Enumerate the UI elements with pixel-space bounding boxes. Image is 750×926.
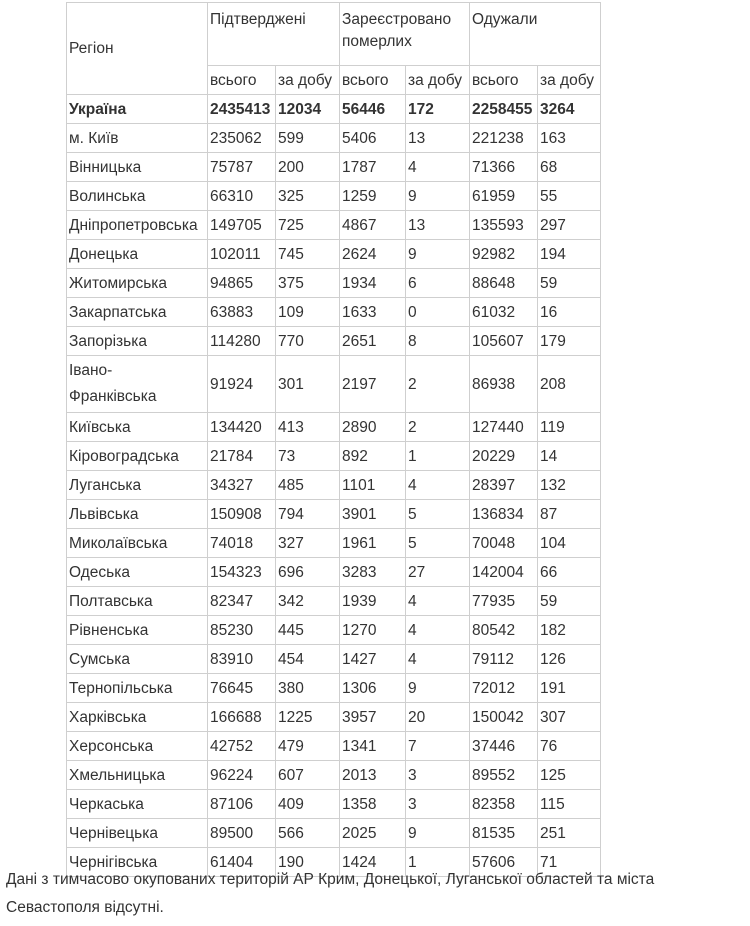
confirmed-day-cell: 599 <box>276 124 340 153</box>
confirmed-day-cell: 1225 <box>276 703 340 732</box>
deaths-day-cell: 1 <box>406 442 470 471</box>
region-cell: Кіровоградська <box>67 442 208 471</box>
table-row <box>67 500 601 529</box>
recovered-total-cell: 57606 <box>470 848 538 877</box>
deaths-day-cell: 13 <box>406 124 470 153</box>
confirmed-total-cell: 235062 <box>208 124 276 153</box>
header-deaths-per-day: за добу <box>406 66 470 95</box>
recovered-total-cell: 89552 <box>470 761 538 790</box>
total-recovered-day-cell: 3264 <box>538 95 601 124</box>
region-cell: Івано- Франківська <box>67 356 208 413</box>
deaths-total-cell: 1934 <box>340 269 406 298</box>
deaths-total-cell: 1427 <box>340 645 406 674</box>
header-deaths: Зареєстровано померлих <box>340 3 470 66</box>
covid-stats-table <box>66 2 601 877</box>
confirmed-total-cell: 82347 <box>208 587 276 616</box>
header-confirmed: Підтверджені <box>208 3 340 66</box>
region-cell: Дніпропетровська <box>67 211 208 240</box>
region-cell: Миколаївська <box>67 529 208 558</box>
recovered-total-cell: 28397 <box>470 471 538 500</box>
recovered-day-cell: 126 <box>538 645 601 674</box>
recovered-total-cell: 70048 <box>470 529 538 558</box>
confirmed-day-cell: 479 <box>276 732 340 761</box>
confirmed-day-cell: 301 <box>276 356 340 413</box>
recovered-day-cell: 182 <box>538 616 601 645</box>
confirmed-total-cell: 87106 <box>208 790 276 819</box>
recovered-total-cell: 20229 <box>470 442 538 471</box>
deaths-total-cell: 1961 <box>340 529 406 558</box>
confirmed-day-cell: 413 <box>276 413 340 442</box>
region-cell: Київська <box>67 413 208 442</box>
confirmed-total-cell: 21784 <box>208 442 276 471</box>
region-cell: м. Київ <box>67 124 208 153</box>
deaths-day-cell: 20 <box>406 703 470 732</box>
confirmed-total-cell: 75787 <box>208 153 276 182</box>
header-region: Регіон <box>67 3 208 95</box>
region-cell: Хмельницька <box>67 761 208 790</box>
deaths-day-cell: 27 <box>406 558 470 587</box>
region-cell: Закарпатська <box>67 298 208 327</box>
header-deaths-total: всього <box>340 66 406 95</box>
recovered-day-cell: 119 <box>538 413 601 442</box>
confirmed-day-cell: 485 <box>276 471 340 500</box>
deaths-day-cell: 1 <box>406 848 470 877</box>
deaths-total-cell: 1341 <box>340 732 406 761</box>
recovered-total-cell: 88648 <box>470 269 538 298</box>
recovered-day-cell: 194 <box>538 240 601 269</box>
deaths-total-cell: 3957 <box>340 703 406 732</box>
deaths-total-cell: 2013 <box>340 761 406 790</box>
region-cell: Сумська <box>67 645 208 674</box>
recovered-total-cell: 136834 <box>470 500 538 529</box>
recovered-day-cell: 125 <box>538 761 601 790</box>
deaths-day-cell: 6 <box>406 269 470 298</box>
recovered-day-cell: 87 <box>538 500 601 529</box>
region-cell: Львівська <box>67 500 208 529</box>
deaths-total-cell: 2624 <box>340 240 406 269</box>
deaths-total-cell: 1939 <box>340 587 406 616</box>
deaths-total-cell: 1358 <box>340 790 406 819</box>
recovered-total-cell: 37446 <box>470 732 538 761</box>
table-row <box>67 674 601 703</box>
confirmed-total-cell: 94865 <box>208 269 276 298</box>
confirmed-total-cell: 34327 <box>208 471 276 500</box>
deaths-total-cell: 3901 <box>340 500 406 529</box>
table-row <box>67 645 601 674</box>
table-row <box>67 558 601 587</box>
deaths-total-cell: 2890 <box>340 413 406 442</box>
table-row <box>67 732 601 761</box>
recovered-total-cell: 71366 <box>470 153 538 182</box>
deaths-total-cell: 1633 <box>340 298 406 327</box>
recovered-day-cell: 76 <box>538 732 601 761</box>
deaths-total-cell: 1259 <box>340 182 406 211</box>
table-row <box>67 616 601 645</box>
recovered-day-cell: 208 <box>538 356 601 413</box>
recovered-total-cell: 92982 <box>470 240 538 269</box>
table-row <box>67 298 601 327</box>
region-cell: Херсонська <box>67 732 208 761</box>
deaths-day-cell: 3 <box>406 790 470 819</box>
recovered-total-cell: 79112 <box>470 645 538 674</box>
confirmed-total-cell: 83910 <box>208 645 276 674</box>
header-row-main <box>67 3 601 66</box>
region-cell: Запорізька <box>67 327 208 356</box>
region-cell: Одеська <box>67 558 208 587</box>
confirmed-total-cell: 74018 <box>208 529 276 558</box>
confirmed-total-cell: 114280 <box>208 327 276 356</box>
deaths-day-cell: 4 <box>406 616 470 645</box>
confirmed-day-cell: 454 <box>276 645 340 674</box>
confirmed-day-cell: 200 <box>276 153 340 182</box>
recovered-total-cell: 61032 <box>470 298 538 327</box>
deaths-total-cell: 4867 <box>340 211 406 240</box>
recovered-day-cell: 191 <box>538 674 601 703</box>
deaths-total-cell: 2025 <box>340 819 406 848</box>
deaths-day-cell: 9 <box>406 819 470 848</box>
missing-data-note: Дані з тимчасово окупованих територій АР Крим, Донецької, Луганської областей та міста Севастополя відсутні. <box>6 871 655 916</box>
recovered-total-cell: 86938 <box>470 356 538 413</box>
confirmed-total-cell: 76645 <box>208 674 276 703</box>
confirmed-total-cell: 61404 <box>208 848 276 877</box>
confirmed-total-cell: 96224 <box>208 761 276 790</box>
recovered-total-cell: 127440 <box>470 413 538 442</box>
recovered-total-cell: 105607 <box>470 327 538 356</box>
deaths-day-cell: 7 <box>406 732 470 761</box>
confirmed-day-cell: 325 <box>276 182 340 211</box>
table-row <box>67 529 601 558</box>
confirmed-day-cell: 770 <box>276 327 340 356</box>
region-cell: Донецька <box>67 240 208 269</box>
header-confirmed-per-day: за добу <box>276 66 340 95</box>
total-deaths-day-cell: 172 <box>406 95 470 124</box>
table-row <box>67 124 601 153</box>
table-row <box>67 413 601 442</box>
deaths-total-cell: 1306 <box>340 674 406 703</box>
deaths-day-cell: 9 <box>406 240 470 269</box>
table-row <box>67 153 601 182</box>
header-confirmed-total: всього <box>208 66 276 95</box>
recovered-day-cell: 104 <box>538 529 601 558</box>
confirmed-total-cell: 149705 <box>208 211 276 240</box>
recovered-day-cell: 163 <box>538 124 601 153</box>
region-cell: Чернігівська <box>67 848 208 877</box>
table-row <box>67 819 601 848</box>
recovered-total-cell: 72012 <box>470 674 538 703</box>
deaths-day-cell: 4 <box>406 471 470 500</box>
recovered-day-cell: 59 <box>538 269 601 298</box>
deaths-day-cell: 8 <box>406 327 470 356</box>
deaths-total-cell: 892 <box>340 442 406 471</box>
recovered-total-cell: 77935 <box>470 587 538 616</box>
table-row <box>67 790 601 819</box>
header-recovered: Одужали <box>470 3 601 66</box>
table-row <box>67 703 601 732</box>
table-row <box>67 587 601 616</box>
confirmed-day-cell: 109 <box>276 298 340 327</box>
recovered-total-cell: 61959 <box>470 182 538 211</box>
region-cell: Вінницька <box>67 153 208 182</box>
recovered-day-cell: 297 <box>538 211 601 240</box>
recovered-day-cell: 68 <box>538 153 601 182</box>
region-cell: Черкаська <box>67 790 208 819</box>
table-row <box>67 240 601 269</box>
recovered-day-cell: 59 <box>538 587 601 616</box>
confirmed-total-cell: 85230 <box>208 616 276 645</box>
total-region-cell: Україна <box>67 95 208 124</box>
confirmed-day-cell: 342 <box>276 587 340 616</box>
region-cell: Луганська <box>67 471 208 500</box>
confirmed-day-cell: 445 <box>276 616 340 645</box>
table-row <box>67 269 601 298</box>
deaths-total-cell: 3283 <box>340 558 406 587</box>
table-row <box>67 356 601 413</box>
header-recovered-per-day: за добу <box>538 66 601 95</box>
region-cell: Волинська <box>67 182 208 211</box>
table-row <box>67 327 601 356</box>
confirmed-day-cell: 409 <box>276 790 340 819</box>
confirmed-day-cell: 380 <box>276 674 340 703</box>
confirmed-day-cell: 190 <box>276 848 340 877</box>
total-deaths-cell: 56446 <box>340 95 406 124</box>
header-recovered-total: всього <box>470 66 538 95</box>
recovered-day-cell: 179 <box>538 327 601 356</box>
confirmed-total-cell: 66310 <box>208 182 276 211</box>
confirmed-day-cell: 375 <box>276 269 340 298</box>
confirmed-day-cell: 745 <box>276 240 340 269</box>
confirmed-total-cell: 91924 <box>208 356 276 413</box>
region-cell: Житомирська <box>67 269 208 298</box>
deaths-day-cell: 4 <box>406 153 470 182</box>
recovered-day-cell: 132 <box>538 471 601 500</box>
deaths-day-cell: 4 <box>406 645 470 674</box>
table-body <box>67 95 601 877</box>
confirmed-day-cell: 794 <box>276 500 340 529</box>
table-row <box>67 442 601 471</box>
deaths-day-cell: 4 <box>406 587 470 616</box>
recovered-total-cell: 221238 <box>470 124 538 153</box>
recovered-day-cell: 71 <box>538 848 601 877</box>
recovered-day-cell: 16 <box>538 298 601 327</box>
deaths-day-cell: 9 <box>406 674 470 703</box>
confirmed-day-cell: 566 <box>276 819 340 848</box>
confirmed-total-cell: 42752 <box>208 732 276 761</box>
deaths-total-cell: 1424 <box>340 848 406 877</box>
deaths-total-cell: 1101 <box>340 471 406 500</box>
table-row <box>67 182 601 211</box>
recovered-total-cell: 82358 <box>470 790 538 819</box>
table-row <box>67 211 601 240</box>
confirmed-total-cell: 134420 <box>208 413 276 442</box>
total-confirmed-day-cell: 12034 <box>276 95 340 124</box>
deaths-total-cell: 2651 <box>340 327 406 356</box>
recovered-day-cell: 307 <box>538 703 601 732</box>
region-cell: Рівненська <box>67 616 208 645</box>
confirmed-day-cell: 725 <box>276 211 340 240</box>
deaths-day-cell: 5 <box>406 529 470 558</box>
deaths-day-cell: 5 <box>406 500 470 529</box>
table-row <box>67 471 601 500</box>
confirmed-day-cell: 73 <box>276 442 340 471</box>
confirmed-total-cell: 63883 <box>208 298 276 327</box>
recovered-day-cell: 55 <box>538 182 601 211</box>
deaths-total-cell: 1787 <box>340 153 406 182</box>
recovered-day-cell: 14 <box>538 442 601 471</box>
recovered-total-cell: 142004 <box>470 558 538 587</box>
total-row <box>67 95 601 124</box>
region-cell: Чернівецька <box>67 819 208 848</box>
recovered-total-cell: 81535 <box>470 819 538 848</box>
recovered-day-cell: 251 <box>538 819 601 848</box>
deaths-day-cell: 0 <box>406 298 470 327</box>
confirmed-day-cell: 696 <box>276 558 340 587</box>
deaths-total-cell: 2197 <box>340 356 406 413</box>
recovered-total-cell: 80542 <box>470 616 538 645</box>
region-cell: Тернопільська <box>67 674 208 703</box>
confirmed-total-cell: 150908 <box>208 500 276 529</box>
table-row <box>67 761 601 790</box>
deaths-total-cell: 5406 <box>340 124 406 153</box>
total-confirmed-cell: 2435413 <box>208 95 276 124</box>
region-cell: Харківська <box>67 703 208 732</box>
total-recovered-cell: 2258455 <box>470 95 538 124</box>
deaths-day-cell: 2 <box>406 356 470 413</box>
confirmed-total-cell: 154323 <box>208 558 276 587</box>
deaths-day-cell: 13 <box>406 211 470 240</box>
confirmed-total-cell: 102011 <box>208 240 276 269</box>
confirmed-total-cell: 89500 <box>208 819 276 848</box>
recovered-total-cell: 150042 <box>470 703 538 732</box>
region-cell: Полтавська <box>67 587 208 616</box>
recovered-total-cell: 135593 <box>470 211 538 240</box>
deaths-total-cell: 1270 <box>340 616 406 645</box>
recovered-day-cell: 66 <box>538 558 601 587</box>
confirmed-day-cell: 327 <box>276 529 340 558</box>
confirmed-day-cell: 607 <box>276 761 340 790</box>
confirmed-total-cell: 166688 <box>208 703 276 732</box>
recovered-day-cell: 115 <box>538 790 601 819</box>
deaths-day-cell: 2 <box>406 413 470 442</box>
deaths-day-cell: 9 <box>406 182 470 211</box>
deaths-day-cell: 3 <box>406 761 470 790</box>
